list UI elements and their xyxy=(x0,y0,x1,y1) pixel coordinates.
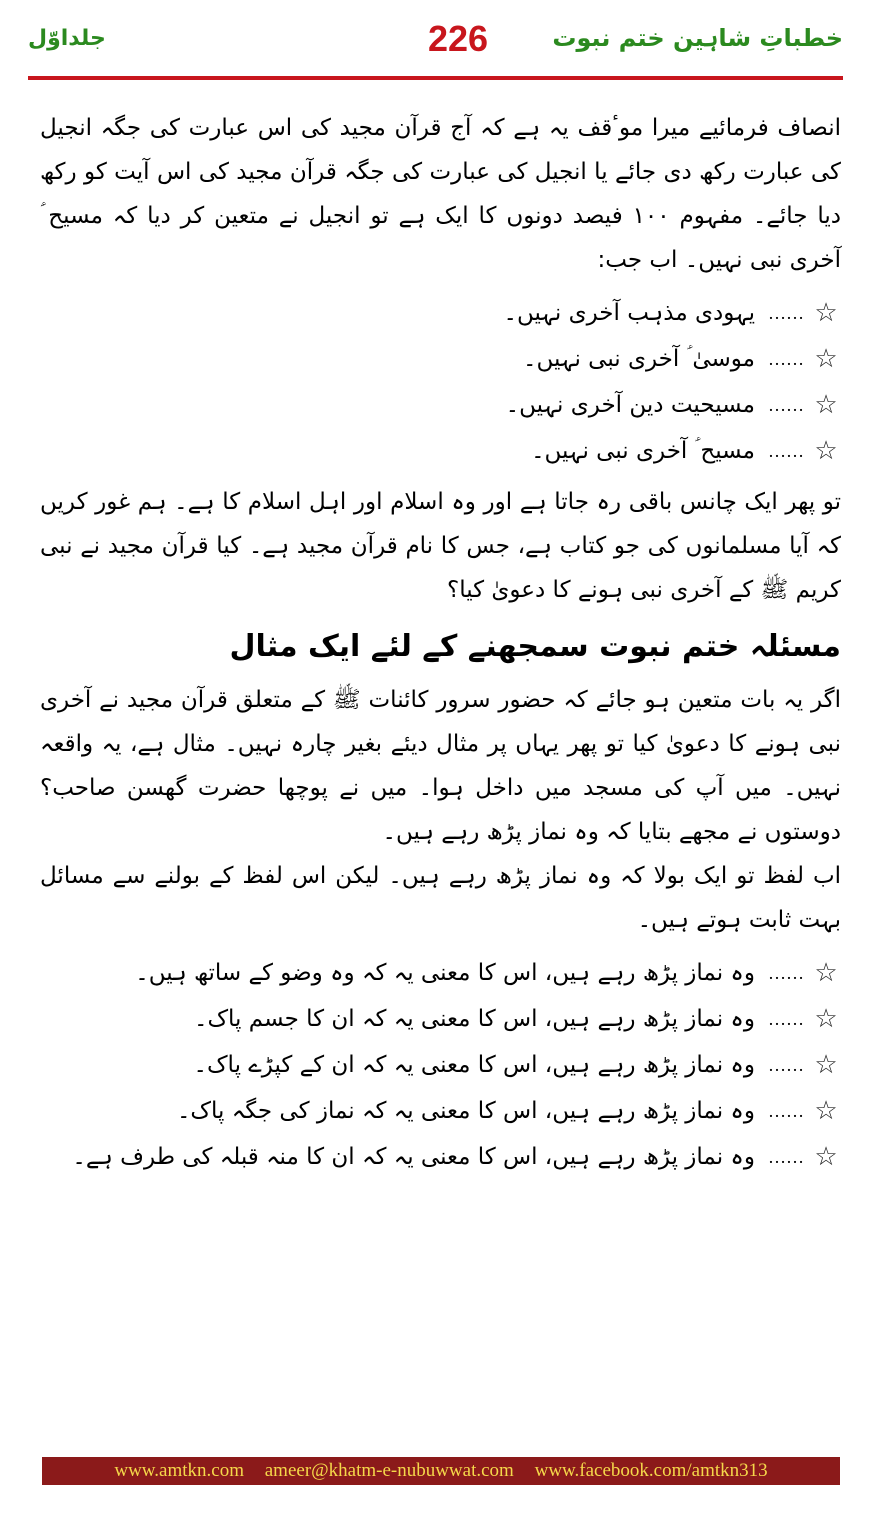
star-icon: ☆ xyxy=(814,1004,838,1034)
list-item-text: وہ نماز پڑھ رہے ہیں، اس کا معنی یہ کہ ان کا جسم پاک۔ xyxy=(193,1006,755,1032)
book-title: خطباتِ شاہین ختم نبوت xyxy=(552,24,843,52)
star-icon: ☆ xyxy=(814,1142,838,1172)
bullet-dots: …… xyxy=(768,349,804,369)
facebook-link[interactable]: www.facebook.com/amtkn313 xyxy=(534,1460,768,1481)
star-icon: ☆ xyxy=(814,1096,838,1126)
list-item-text: وہ نماز پڑھ رہے ہیں، اس کا معنی یہ کہ ان کے کپڑے پاک۔ xyxy=(193,1052,755,1078)
bullet-dots: …… xyxy=(768,1147,804,1167)
list-item xyxy=(40,1134,841,1180)
page-body xyxy=(40,106,841,1186)
page-footer xyxy=(42,1457,840,1485)
bullet-dots: …… xyxy=(768,441,804,461)
paragraph-2: تو پھر ایک چانس باقی رہ جاتا ہے اور وہ اسلام اور اہل اسلام کا ہے۔ ہم غور کریں کہ آیا مسلمانوں کی جو کتاب ہے، جس کا نام قرآن مجید ہے۔ کیا قرآن مجید نے نبی کریم ﷺ کے آخری نبی ہونے کا دعویٰ کیا؟ xyxy=(40,489,841,603)
list-item xyxy=(40,382,841,428)
list-item-text: وہ نماز پڑھ رہے ہیں، اس کا معنی یہ کہ وہ وضو کے ساتھ ہیں۔ xyxy=(135,960,755,986)
header-divider xyxy=(28,76,843,80)
bullet-dots: …… xyxy=(768,1055,804,1075)
bullet-dots: …… xyxy=(768,303,804,323)
bullet-dots: …… xyxy=(768,1009,804,1029)
paragraph-1: انصاف فرمائیے میرا موٴقف یہ ہے کہ آج قرآن مجید کی اس عبارت کی جگہ انجیل کی عبارت رکھ دی جائے یا انجیل کی عبارت کی جگہ قرآن مجید کی اس آیت کو رکھ دیا جائے۔ مفہوم ۱۰۰ فیصد دونوں کا ایک ہے تو انجیل نے متعین کر دیا کہ مسیح ؑ آخری نبی نہیں۔ اب جب: xyxy=(40,115,841,273)
list-item xyxy=(40,950,841,996)
list-item-text: مسیح ؑ آخری نبی نہیں۔ xyxy=(531,438,755,464)
list-item-text: وہ نماز پڑھ رہے ہیں، اس کا معنی یہ کہ ان کا منہ قبلہ کی طرف ہے۔ xyxy=(72,1144,755,1170)
star-icon: ☆ xyxy=(814,390,838,420)
list-item-text: وہ نماز پڑھ رہے ہیں، اس کا معنی یہ کہ نماز کی جگہ پاک۔ xyxy=(176,1098,755,1124)
list-item-text: یہودی مذہب آخری نہیں۔ xyxy=(503,300,755,326)
email-link[interactable]: ameer@khatm-e-nubuwwat.com xyxy=(264,1460,514,1481)
paragraph-4: اب لفظ تو ایک بولا کہ وہ نماز پڑھ رہے ہیں۔ لیکن اس لفظ کے بولنے سے مسائل بہت ثابت ہوتے ہیں۔ xyxy=(40,863,841,933)
star-icon: ☆ xyxy=(814,298,838,328)
list-1 xyxy=(40,290,841,474)
section-heading: مسئلہ ختم نبوت سمجھنے کے لئے ایک مثال xyxy=(229,629,841,664)
star-icon: ☆ xyxy=(814,436,838,466)
website-link[interactable]: www.amtkn.com xyxy=(114,1460,244,1481)
star-icon: ☆ xyxy=(814,958,838,988)
volume-label: جلداوّل xyxy=(28,26,106,51)
list-item xyxy=(40,290,841,336)
list-item xyxy=(40,996,841,1042)
list-2 xyxy=(40,950,841,1180)
list-item xyxy=(40,428,841,474)
list-item xyxy=(40,1088,841,1134)
bullet-dots: …… xyxy=(768,963,804,983)
page-number: 226 xyxy=(427,18,489,59)
bullet-dots: …… xyxy=(768,1101,804,1121)
page-header xyxy=(28,18,843,74)
list-item-text: موسیٰ ؑ آخری نبی نہیں۔ xyxy=(523,346,755,372)
list-item-text: مسیحیت دین آخری نہیں۔ xyxy=(505,392,755,418)
list-item xyxy=(40,336,841,382)
star-icon: ☆ xyxy=(814,1050,838,1080)
star-icon: ☆ xyxy=(814,344,838,374)
list-item xyxy=(40,1042,841,1088)
paragraph-3: اگر یہ بات متعین ہو جائے کہ حضور سرور کائنات ﷺ کے متعلق قرآن مجید نے آخری نبی ہونے کا دعویٰ کیا تو پھر یہاں پر مثال دیئے بغیر چارہ نہیں۔ مثال ہے، یہ واقعہ نہیں۔ میں آپ کی مسجد میں داخل ہوا۔ میں نے پوچھا حضرت گھسن صاحب؟ دوستوں نے مجھے بتایا کہ وہ نماز پڑھ رہے ہیں۔ xyxy=(40,687,841,845)
bullet-dots: …… xyxy=(768,395,804,415)
